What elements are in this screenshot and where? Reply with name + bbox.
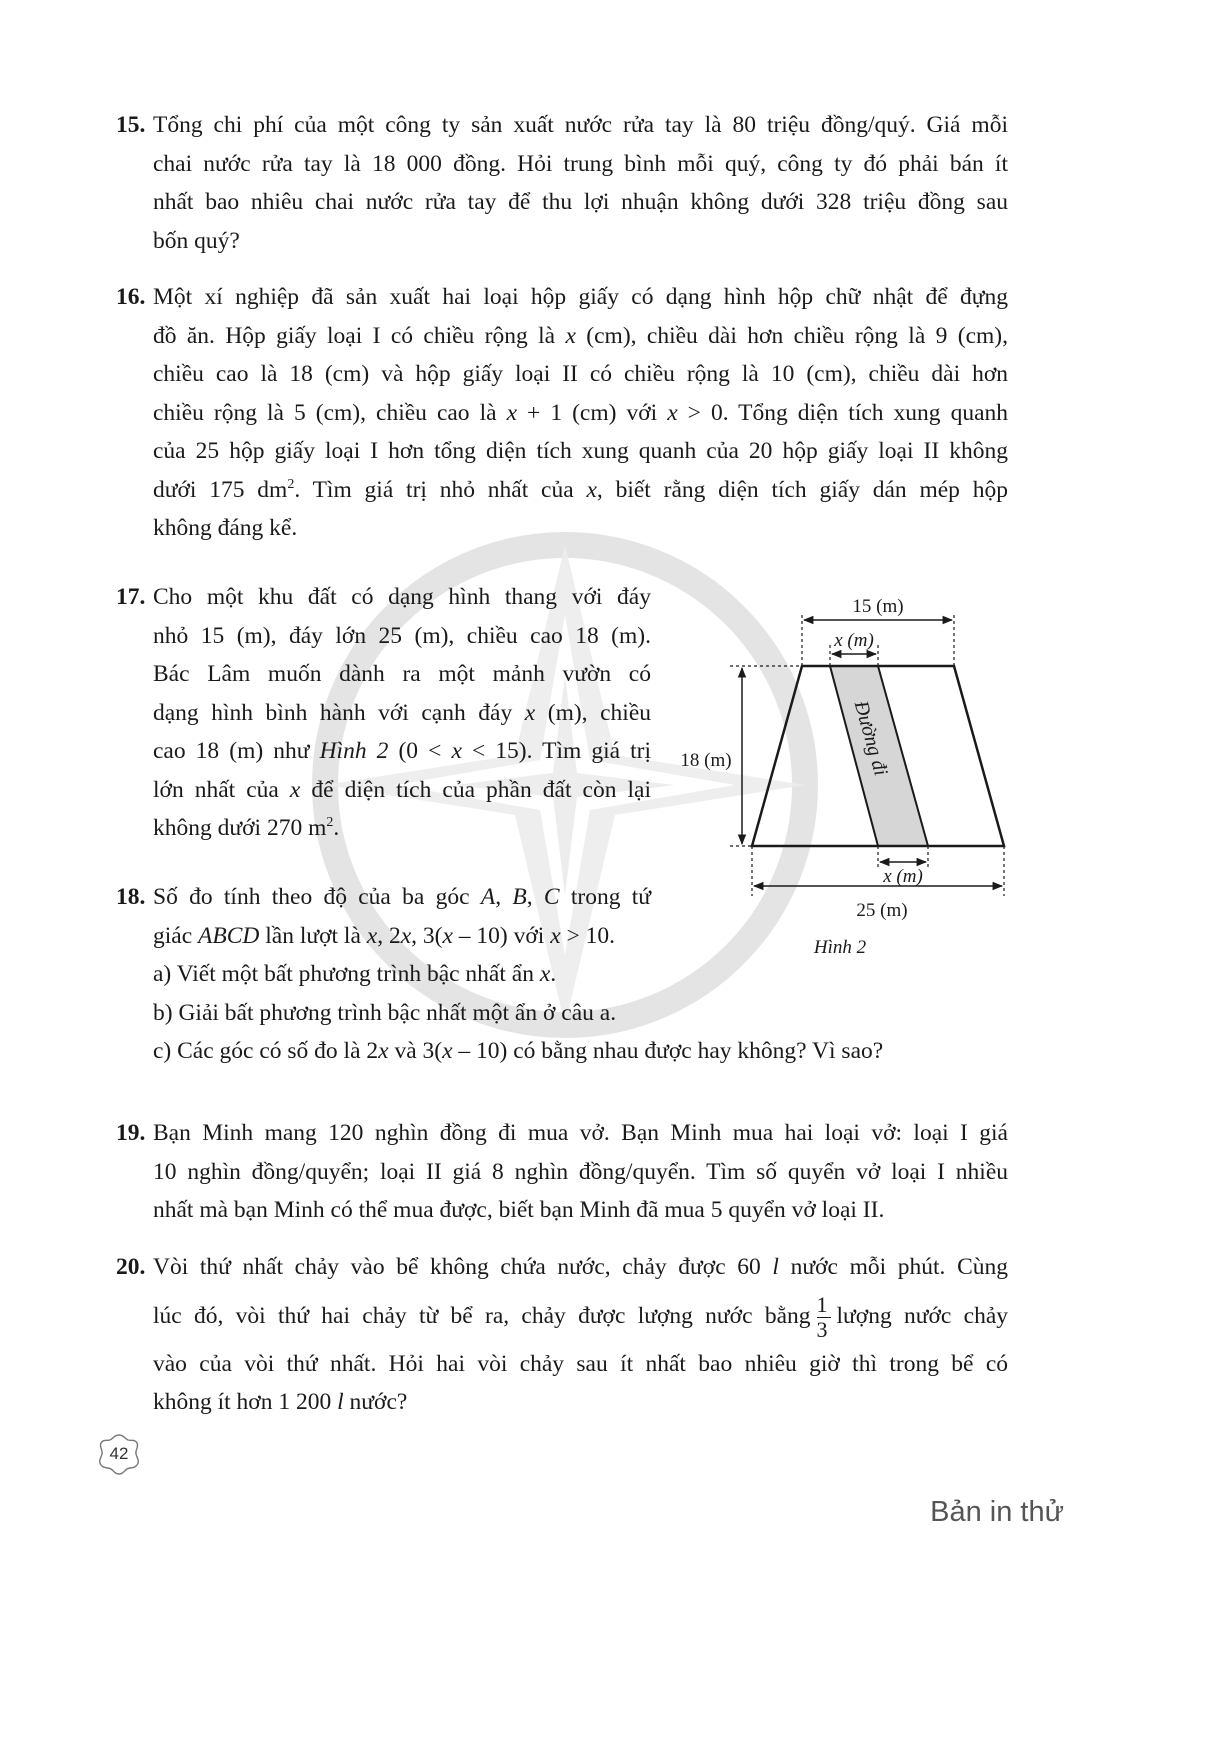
- text-line: nhất mà bạn Minh có thể mua được, biết bạn Minh đã mua 5 quyển vở loại II.: [153, 1197, 885, 1223]
- bottom-base-label: 25 (m): [856, 900, 908, 921]
- text-line: không đáng kể.: [153, 515, 298, 541]
- text-line: Bác Lâm muốn dành ra một mảnh vườn có: [153, 661, 651, 687]
- sub-question-a: a) Viết một bất phương trình bậc nhất ẩn x.: [153, 961, 557, 987]
- draft-watermark-text: Bản in thử: [930, 1496, 1064, 1528]
- text-line: của 25 hộp giấy loại I hơn tổng diện tích xung quanh của 20 hộp giấy loại II không: [153, 438, 1008, 464]
- text-line: giác ABCD lần lượt là x, 2x, 3(x – 10) với x > 10.: [153, 922, 616, 949]
- text-line: không dưới 270 $m^2$.: [153, 815, 340, 841]
- page-number-badge: [97, 1432, 141, 1476]
- figure-caption: Hình 2: [813, 937, 867, 958]
- text-line: Một xí nghiệp đã sản xuất hai loại hộp giấy có dạng hình hộp chữ nhật để đựng: [153, 284, 1008, 310]
- text-line: Tổng chi phí của một công ty sản xuất nước rửa tay là 80 triệu đồng/quý. Giá mỗi: [153, 112, 1008, 138]
- problem-number: 15.: [116, 112, 146, 138]
- problem-number: 18.: [116, 884, 146, 910]
- height-label: 18 (m): [680, 750, 732, 771]
- problem-16: [116, 278, 1008, 548]
- problem-number: 17.: [116, 584, 146, 610]
- sub-question-b: b) Giải bất phương trình bậc nhất một ẩn ở câu a.: [153, 999, 617, 1026]
- problem-number: 19.: [116, 1120, 146, 1146]
- problem-17: [116, 578, 651, 848]
- text-line: nhỏ 15 (m), đáy lớn 25 (m), chiều cao 18 (m).: [153, 622, 651, 649]
- text-line: dạng hình bình hành với cạnh đáy x (m), chiều: [153, 699, 651, 726]
- text-line: cao 18 (m) như Hình 2 (0 < x < 15). Tìm giá trị: [153, 738, 652, 764]
- text-line: đồ ăn. Hộp giấy loại I có chiều rộng là x (cm), chiều dài hơn chiều rộng là 9 (cm),: [153, 322, 1008, 349]
- text-line: Bạn Minh mang 120 nghìn đồng đi mua vở. Bạn Minh mua hai loại vở: loại I giá: [153, 1120, 1008, 1146]
- bottom-x-label: x (m): [883, 866, 923, 887]
- text-line: bốn quý?: [153, 227, 240, 254]
- top-base-label: 15 (m): [852, 596, 904, 617]
- page-number: 42: [109, 1444, 129, 1463]
- text-line: chiều rộng là 5 (cm), chiều cao là x + 1 (cm) với x > 0. Tổng diện tích xung quanh: [153, 399, 1009, 426]
- problem-15: [116, 106, 1008, 260]
- text-line: lớn nhất của x để diện tích của phần đất còn lại: [153, 776, 651, 803]
- top-x-label: x (m): [834, 630, 874, 651]
- path-label: Đường đi: [849, 698, 892, 779]
- problem-number: 16.: [116, 284, 146, 310]
- text-line: không ít hơn 1 200 l nước?: [153, 1389, 408, 1415]
- text-line: Vòi thứ nhất chảy vào bể không chứa nước, chảy được 60 l nước mỗi phút. Cùng: [153, 1254, 1008, 1280]
- text-line: lúc đó, vòi thứ hai chảy từ bể ra, chảy được lượng nước bằng $\frac{1}{3}$ lượng nước chảy: [153, 1291, 1008, 1342]
- text-line: nhất bao nhiêu chai nước rửa tay để thu lợi nhuận không dưới 328 triệu đồng sau: [153, 189, 1008, 215]
- text-line: dưới 175 $dm^2$. Tìm giá trị nhỏ nhất của x, biết rằng diện tích giấy dán mép hộp: [153, 476, 1008, 503]
- text-line: Cho một khu đất có dạng hình thang với đáy: [153, 584, 651, 610]
- text-line: vào của vòi thứ nhất. Hỏi hai vòi chảy sau ít nhất bao nhiêu giờ thì trong bể có: [153, 1350, 1008, 1377]
- text-line: Số đo tính theo độ của ba góc A, B, C trong tứ: [153, 884, 652, 910]
- problem-number: 20.: [116, 1254, 146, 1280]
- fraction-one-third: $\frac{1}{3}$: [817, 1293, 831, 1342]
- text-line: chai nước rửa tay là 18 000 đồng. Hỏi trung bình mỗi quý, công ty đó phải bán ít: [153, 150, 1008, 177]
- text-line: 10 nghìn đồng/quyển; loại II giá 8 nghìn đồng/quyển. Tìm số quyển vở loại I nhiều: [153, 1158, 1008, 1185]
- problem-20: [116, 1248, 1008, 1422]
- problem-19: [116, 1114, 1008, 1230]
- sub-question-c: c) Các góc có số đo là 2x và 3(x – 10) có bằng nhau được hay không? Vì sao?: [153, 1038, 884, 1064]
- trapezoid-figure: [668, 588, 1018, 968]
- text-line: chiều cao là 18 (cm) và hộp giấy loại II có chiều rộng là 10 (cm), chiều dài hơn: [153, 361, 1008, 387]
